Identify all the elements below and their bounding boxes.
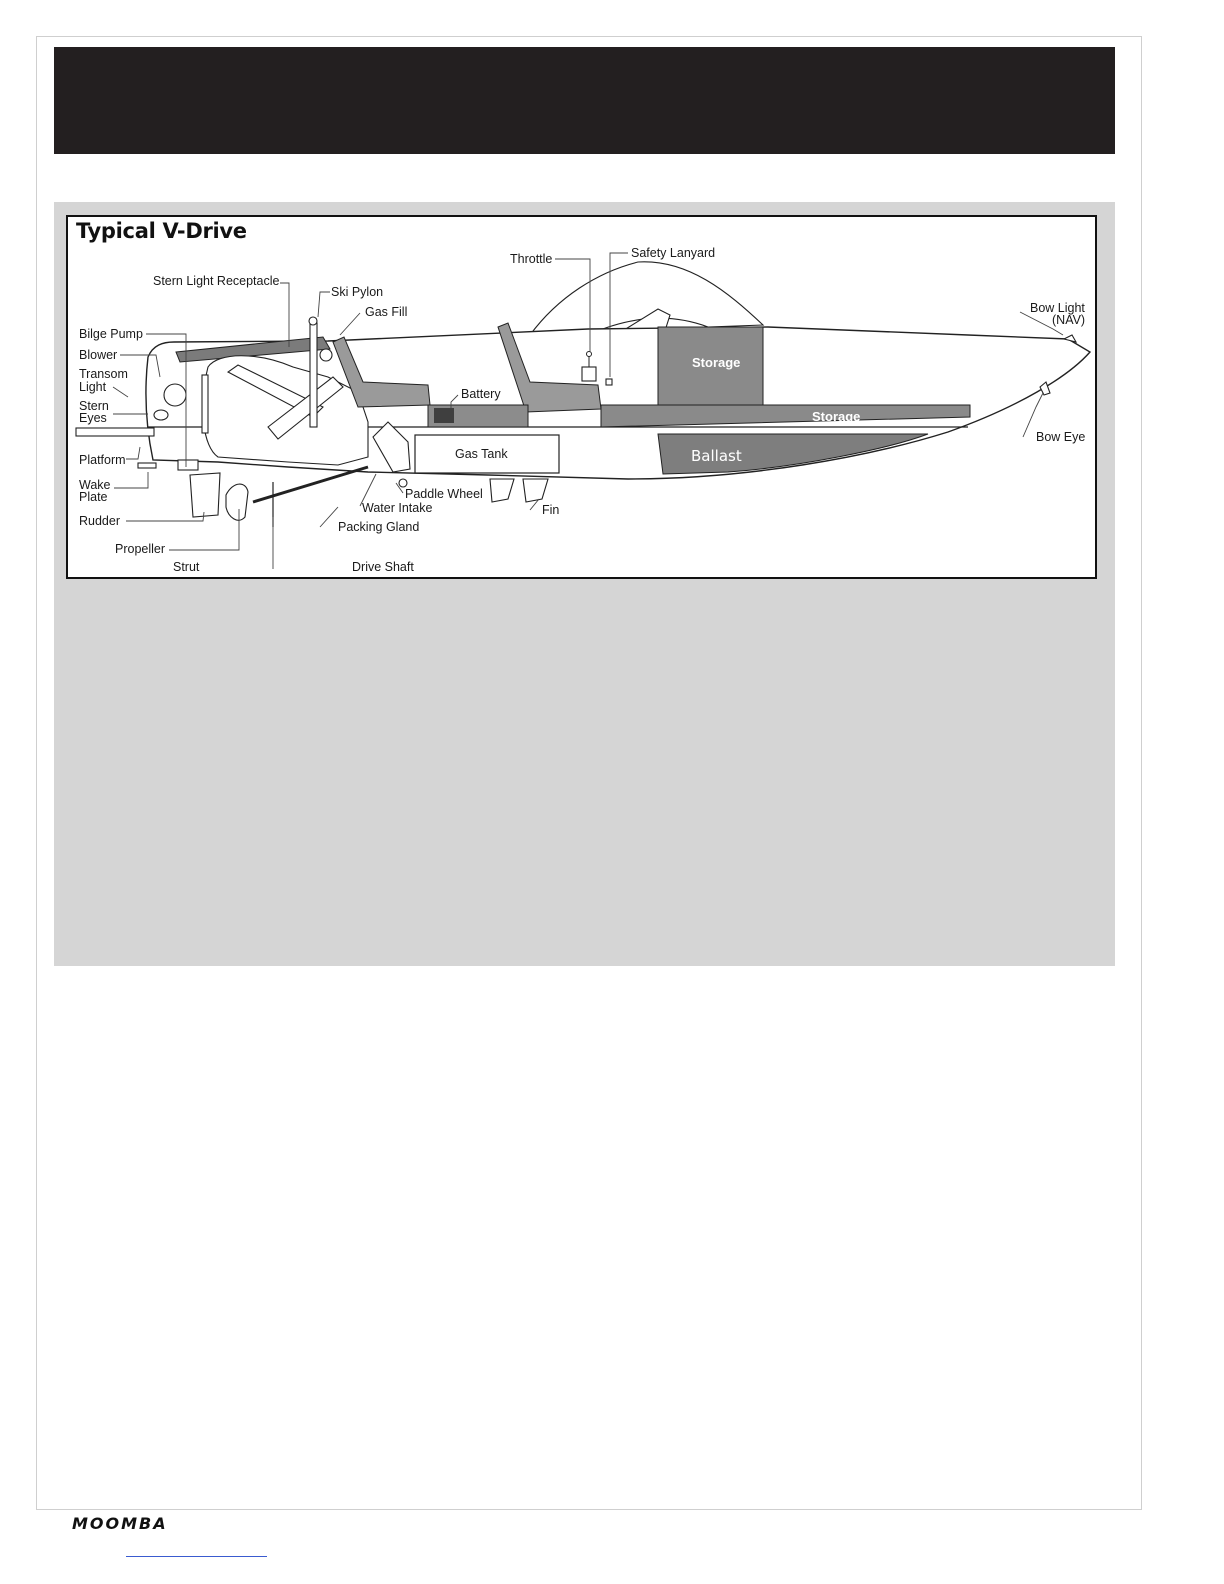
bilge-pump-part (178, 460, 198, 470)
boat-diagram-svg (68, 217, 1095, 577)
swim-platform (76, 428, 154, 436)
footer-link-underline[interactable] (126, 1556, 267, 1557)
ski-pylon-top (309, 317, 317, 325)
label-wake-plate-1: Wake (79, 478, 111, 492)
label-throttle: Throttle (510, 252, 553, 266)
label-platform: Platform (79, 453, 126, 467)
label-gas-fill: Gas Fill (365, 305, 408, 319)
label-bilge-pump: Bilge Pump (79, 327, 143, 341)
label-transom-light-2: Light (79, 380, 107, 394)
fin-2 (523, 479, 548, 502)
label-fin: Fin (542, 503, 560, 517)
battery-part (434, 408, 454, 423)
stern-light-lens (164, 384, 186, 406)
rudder-part (190, 473, 220, 517)
label-bow-light-2: (NAV) (1052, 313, 1086, 327)
label-packing-gland: Packing Gland (338, 520, 420, 534)
label-ballast: Ballast (691, 447, 742, 465)
label-ski-pylon: Ski Pylon (331, 285, 384, 299)
label-storage-lower: Storage (812, 409, 861, 424)
label-transom-light-1: Transom (79, 367, 128, 381)
label-paddle-wheel: Paddle Wheel (405, 487, 483, 501)
label-stern-eyes-1: Stern (79, 399, 109, 413)
label-drive-shaft: Drive Shaft (352, 560, 414, 574)
diagram-title: Typical V-Drive (76, 219, 247, 243)
paddle-wheel-part (399, 479, 407, 487)
throttle-part (582, 367, 596, 381)
throttle-knob (587, 352, 592, 357)
label-propeller: Propeller (115, 542, 166, 556)
label-wake-plate-2: Plate (79, 490, 108, 504)
fin-1 (490, 479, 514, 502)
safety-lanyard-part (606, 379, 612, 385)
label-battery: Battery (461, 387, 501, 401)
boat-diagram (66, 215, 1097, 579)
gas-fill-cap (320, 349, 332, 361)
label-blower: Blower (79, 348, 118, 362)
label-stern-eyes-2: Eyes (79, 411, 107, 425)
wake-plate-part (138, 463, 156, 468)
label-strut: Strut (173, 560, 200, 574)
label-rudder: Rudder (79, 514, 120, 528)
label-gas-tank: Gas Tank (455, 447, 508, 461)
label-stern-light-receptacle: Stern Light Receptacle (153, 274, 280, 288)
label-water-intake: Water Intake (362, 501, 433, 515)
drive-shaft-part (253, 467, 368, 502)
label-storage-upper: Storage (692, 355, 741, 370)
label-bow-light-1: Bow Light (1030, 301, 1085, 315)
label-bow-eye: Bow Eye (1036, 430, 1086, 444)
exhaust-riser (202, 375, 208, 433)
propeller-part (226, 484, 248, 520)
moomba-logo: MOOMBA (72, 1514, 168, 1533)
header-band (54, 47, 1115, 154)
label-safety-lanyard: Safety Lanyard (631, 246, 716, 260)
stern-eye-part (154, 410, 168, 420)
ski-pylon-part (310, 323, 317, 427)
